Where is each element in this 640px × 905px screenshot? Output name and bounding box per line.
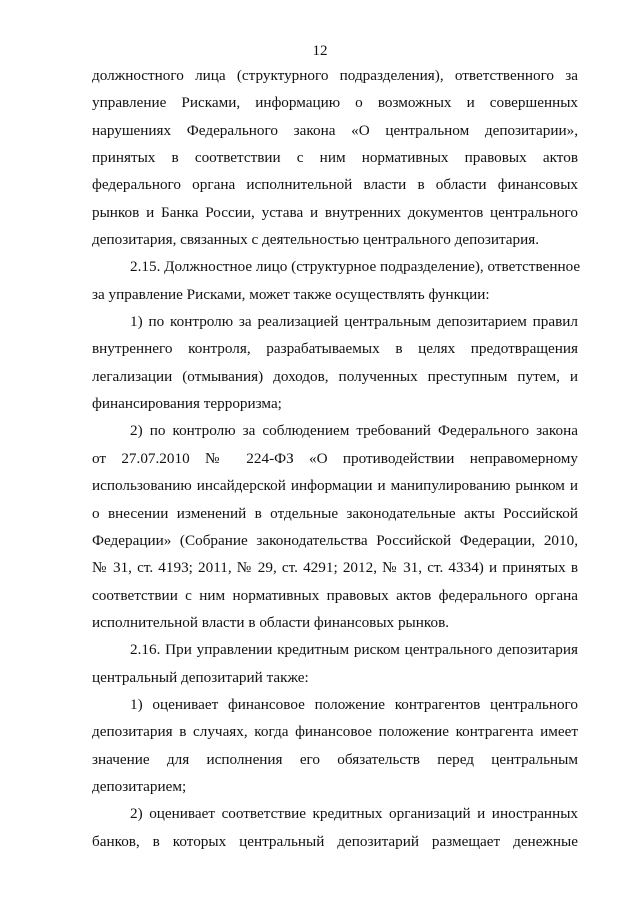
text-line: от 27.07.2010 № 224-ФЗ «О противодействии неправомерному xyxy=(92,449,578,467)
document-body xyxy=(92,62,581,855)
text-line: Федерации» (Собрание законодательства Российской Федерации, 2010, xyxy=(92,531,578,549)
text-line: внутреннего контроля, разрабатываемых в целях предотвращения xyxy=(92,340,578,358)
text-line: федерального органа исполнительной власти в области финансовых xyxy=(92,176,578,194)
text-line: нарушениях Федерального закона «О центральном депозитарии», xyxy=(92,121,578,139)
text-line: использованию инсайдерской информации и манипулированию рынком и xyxy=(92,477,578,495)
text-line: должностного лица (структурного подразделения), ответственного за xyxy=(92,67,578,84)
text-line: исполнительной власти в области финансовых рынков. xyxy=(92,613,450,631)
text-line: соответствии с ним нормативных правовых актов федерального органа xyxy=(92,586,578,604)
text-line: № 31, ст. 4193; 2011, № 29, ст. 4291; 2012, № 31, ст. 4334) и принятых в xyxy=(92,559,578,577)
text-line: депозитария в случаях, когда финансовое положение контрагента имеет xyxy=(92,723,578,741)
text-line: банков, в которых центральный депозитарий размещает денежные xyxy=(92,832,578,850)
text-line: о внесении изменений в отдельные законодательные акты Российской xyxy=(92,504,578,522)
text-line: 2) оценивает соответствие кредитных организаций и иностранных xyxy=(130,805,578,823)
text-line: 2.15. Должностное лицо (структурное подразделение), ответственное xyxy=(130,258,581,276)
text-line: 2.16. При управлении кредитным риском центрального депозитария xyxy=(130,641,578,659)
text-line: 1) оценивает финансовое положение контрагентов центрального xyxy=(130,695,578,713)
text-line: 1) по контролю за реализацией центральным депозитарием правил xyxy=(130,313,578,331)
text-line: 2) по контролю за соблюдением требований Федерального закона xyxy=(130,422,578,440)
text-line: финансирования терроризма; xyxy=(92,395,282,413)
text-line: за управление Рисками, может также осуществлять функции: xyxy=(92,285,490,303)
text-line: депозитарием; xyxy=(92,777,187,795)
text-line: легализации (отмывания) доходов, полученных преступным путем, и xyxy=(92,367,578,385)
text-line: рынков и Банка России, устава и внутренних документов центрального xyxy=(92,203,578,221)
text-line: принятых в соответствии с ним нормативных правовых актов xyxy=(92,149,578,167)
text-line: центральный депозитарий также: xyxy=(92,668,309,686)
text-line: депозитария, связанных с деятельностью центрального депозитария. xyxy=(92,231,540,249)
text-line: значение для исполнения его обязательств перед центральным xyxy=(92,750,578,768)
page-number: 12 xyxy=(312,43,328,59)
text-line: управление Рисками, информацию о возможных и совершенных xyxy=(92,94,578,112)
